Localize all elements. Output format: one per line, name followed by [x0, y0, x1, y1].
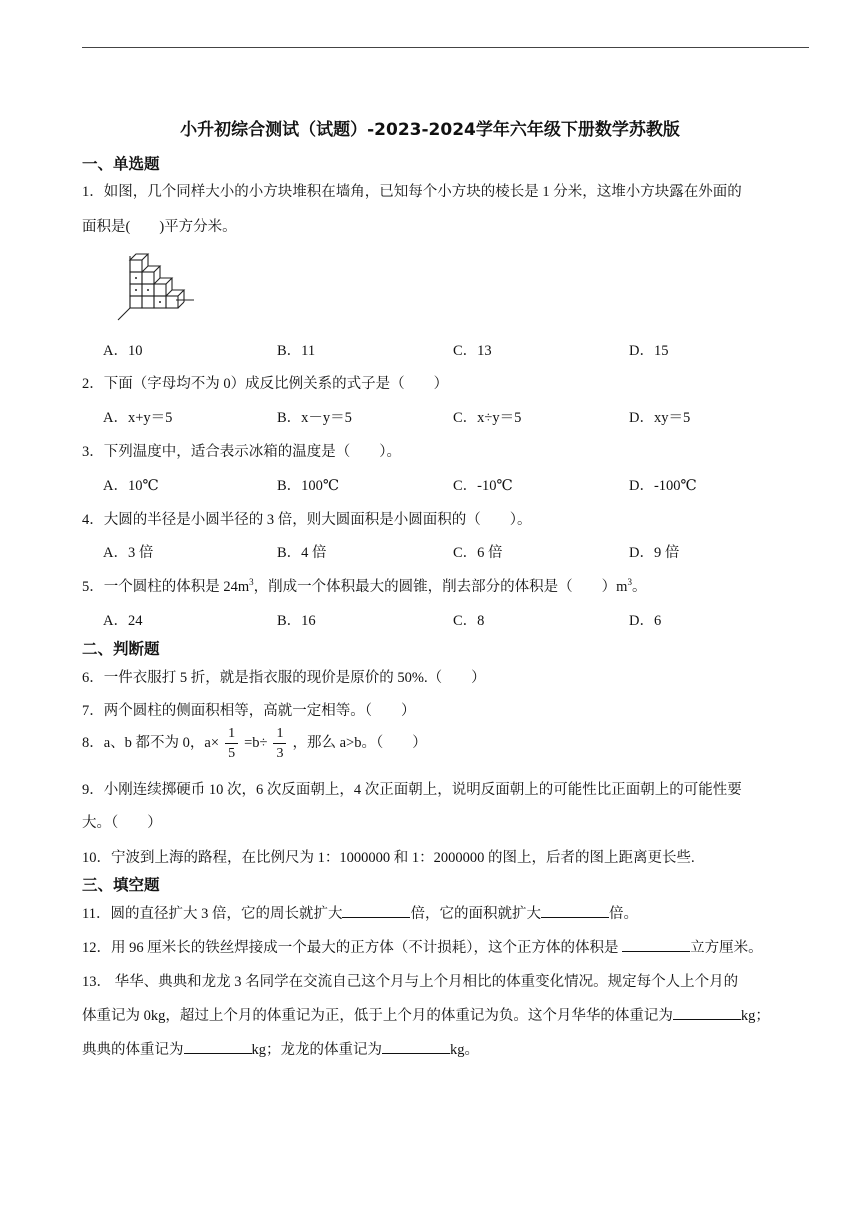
- question-13-line-3: [82, 1038, 810, 1059]
- fraction-denominator: 5: [228, 746, 236, 761]
- answer-blank[interactable]: [541, 904, 609, 918]
- question-11: [82, 902, 810, 923]
- question-1-line-1: 1．如图，几个同样大小的小方块堆积在墙角，已知每个小方块的棱长是 1 分米，这堆小方块露在外面的: [82, 184, 742, 200]
- fraction-numerator: 1: [225, 724, 238, 744]
- q11-text-a: 11．圆的直径扩大 3 倍，它的周长就扩大: [82, 906, 343, 922]
- q12-text-a: 12．用 96 厘米长的铁丝焊接成一个最大的正方体（不计损耗），这个正方体的体积是: [82, 940, 623, 956]
- page-title: 小升初综合测试（试题）-2023-2024学年六年级下册数学苏教版: [180, 120, 680, 140]
- q5-text-pre: 5．一个圆柱的体积是 24m: [82, 579, 250, 595]
- q3-option-a: A．10℃: [103, 478, 159, 494]
- answer-blank[interactable]: [184, 1040, 252, 1054]
- question-1-line-2: 面积是( )平方分米。: [82, 219, 237, 235]
- q1-option-c: C．13: [453, 343, 492, 359]
- question-13-line-2: [82, 1004, 810, 1025]
- q5-option-d: D．6: [629, 613, 662, 629]
- q4-option-b: B．4 倍: [277, 545, 327, 561]
- q1-option-b: B．11: [277, 343, 316, 359]
- question-9-line-1: 9．小刚连续掷硬币 10 次，6 次反面朝上，4 次正面朝上，说明反面朝上的可能性比正面朝上的可能性要: [82, 782, 742, 798]
- fraction-denominator: 3: [276, 746, 284, 761]
- answer-blank[interactable]: [342, 904, 410, 918]
- answer-blank[interactable]: [673, 1006, 741, 1020]
- answer-blank[interactable]: [382, 1040, 450, 1054]
- q3-option-d: D．-100℃: [629, 478, 697, 494]
- q11-text-b: 倍，它的面积就扩大: [410, 906, 541, 922]
- section-heading-true-false: 二、判断题: [82, 640, 160, 658]
- question-6: 6．一件衣服打 5 折，就是指衣服的现价是原价的 50%.（ ）: [82, 670, 486, 686]
- question-9-line-2: 大。（ ）: [82, 815, 162, 831]
- fraction-numerator: 1: [273, 724, 286, 744]
- q4-option-a: A．3 倍: [103, 545, 154, 561]
- question-4: 4．大圆的半径是小圆半径的 3 倍，则大圆面积是小圆面积的（ ）。: [82, 512, 532, 528]
- q1-option-a: A．10: [103, 343, 143, 359]
- q2-option-a: A．x+y＝5: [103, 410, 173, 426]
- q12-text-b: 立方厘米。: [690, 940, 763, 956]
- q5-option-a: A．24: [103, 613, 143, 629]
- q13-text-3c: kg。: [450, 1042, 479, 1058]
- q8-text-mid: =b÷: [244, 734, 268, 751]
- stacked-cubes-figure: [110, 250, 200, 322]
- question-5: [82, 575, 810, 596]
- q8-text-post: ，那么 a>b。（ ）: [292, 734, 427, 751]
- answer-blank[interactable]: [622, 938, 690, 952]
- q2-option-d: D．xy＝5: [629, 410, 691, 426]
- q5-superscript-1: 3: [249, 577, 254, 588]
- q13-text-2b: kg；: [740, 1008, 770, 1024]
- q5-option-c: C．8: [453, 613, 485, 629]
- fraction-one-third: [273, 724, 286, 763]
- q2-option-b: B．x－y＝5: [277, 410, 352, 426]
- q13-text-2a: 体重记为 0kg，超过上个月的体重记为正，低于上个月的体重记为负。这个月华华的体重记为: [82, 1008, 673, 1024]
- q13-text-3a: 典典的体重记为: [82, 1042, 184, 1058]
- q4-option-c: C．6 倍: [453, 545, 503, 561]
- question-8: [82, 724, 810, 763]
- q2-option-c: C．x÷y＝5: [453, 410, 522, 426]
- question-12: [82, 936, 810, 957]
- q1-option-d: D．15: [629, 343, 669, 359]
- section-heading-fill-blank: 三、填空题: [82, 876, 160, 894]
- q5-superscript-2: 3: [627, 577, 632, 588]
- q11-text-c: 倍。: [608, 906, 638, 922]
- question-2: 2．下面（字母均不为 0）成反比例关系的式子是（ ）: [82, 376, 449, 392]
- question-13-line-1: 13． 华华、典典和龙龙 3 名同学在交流自己这个月与上个月相比的体重变化情况。规定每个人上个月的: [82, 974, 739, 990]
- question-10: 10．宁波到上海的路程，在比例尺为 1：1000000 和 1：2000000 的图上，后者的图上距离更长些.: [82, 850, 695, 866]
- q5-text-mid: ，削成一个体积最大的圆锥，削去部分的体积是（ ）m: [253, 579, 628, 595]
- q5-text-post: 。: [631, 579, 647, 595]
- q8-text-pre: 8．a、b 都不为 0，a×: [82, 734, 220, 751]
- header-rule: [82, 47, 809, 48]
- q3-option-b: B．100℃: [277, 478, 340, 494]
- section-heading-single-choice: 一、单选题: [82, 155, 160, 173]
- q13-text-3b: kg；龙龙的体重记为: [251, 1042, 382, 1058]
- question-7: 7．两个圆柱的侧面积相等，高就一定相等。（ ）: [82, 703, 416, 719]
- fraction-one-fifth: [225, 724, 238, 763]
- q5-option-b: B．16: [277, 613, 316, 629]
- q3-option-c: C．-10℃: [453, 478, 513, 494]
- question-3: 3．下列温度中，适合表示冰箱的温度是（ ）。: [82, 444, 401, 460]
- q4-option-d: D．9 倍: [629, 545, 680, 561]
